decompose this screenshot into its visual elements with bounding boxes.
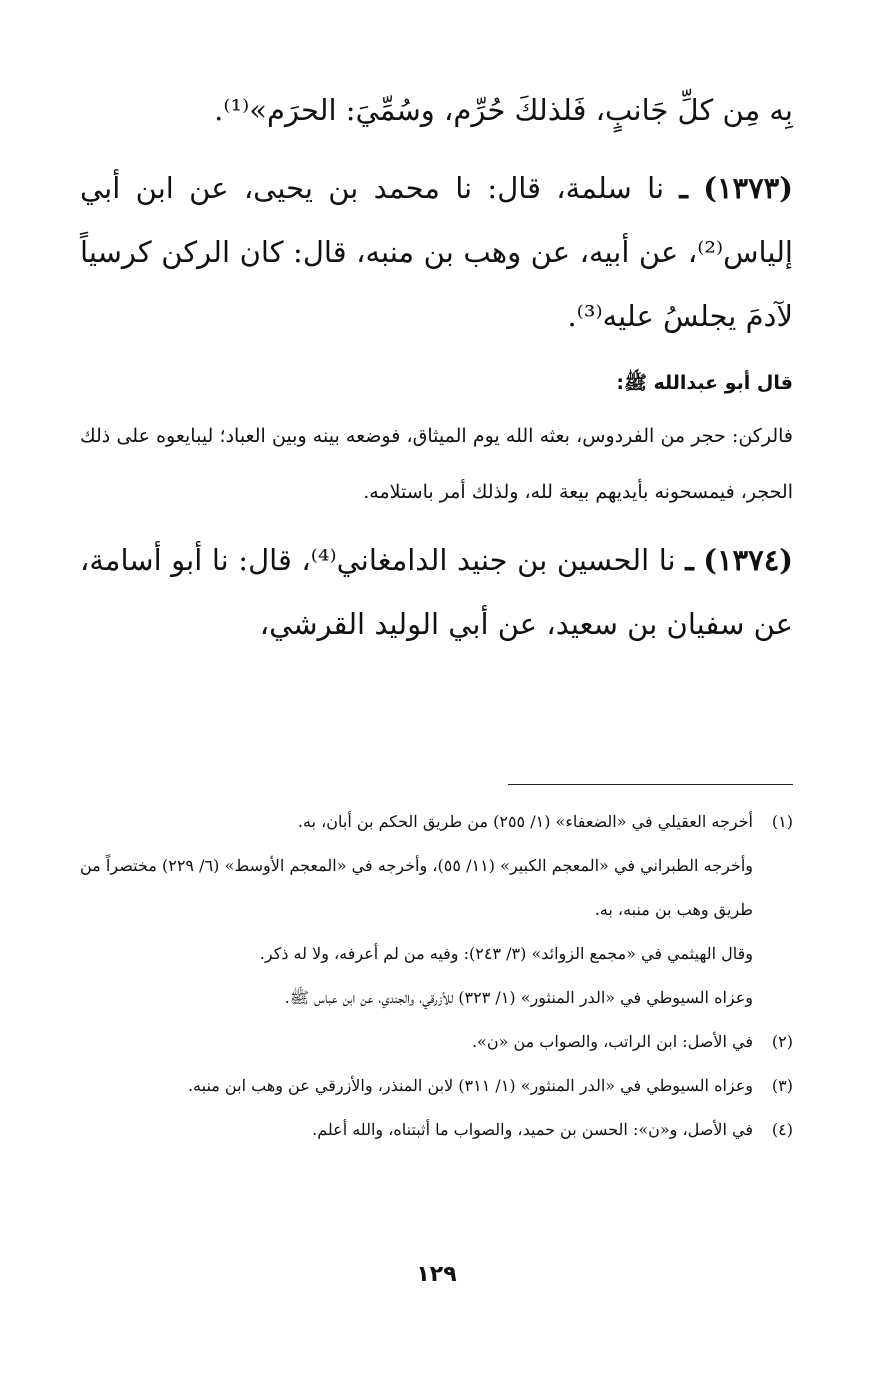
author-comment-heading: قال أبو عبدالله ﷺ: xyxy=(616,372,793,394)
main-text-block xyxy=(80,78,793,656)
footnote-line: أخرجه العقيلي في «الضعفاء» (١/ ٢٥٥) من طريق الحكم بن أبان، به. xyxy=(297,812,753,831)
footnote-4 xyxy=(80,1108,793,1152)
hadith-number: (١٣٧٤) xyxy=(703,543,794,577)
footnote-body xyxy=(80,1020,753,1064)
footnote-body xyxy=(80,800,753,1020)
footnote-line: وعزاه السيوطي في «الدر المنثور» (١/ ٣٢٣) للأزرقي، والجندي، عن ابن عباس ﷺ. xyxy=(284,988,753,1007)
footnote-3 xyxy=(80,1064,793,1108)
hadith-dash: ـ xyxy=(685,543,694,577)
footnote-separator xyxy=(508,784,793,785)
footnote-body xyxy=(80,1064,753,1108)
footnote-1 xyxy=(80,800,793,1020)
hadith-text: نا سلمة، قال: نا محمد بن يحيى، عن ابن أبي إلياس⁽²⁾، عن أبيه، عن وهب بن منبه، قال: كان الركن كرسياً لآدمَ يجلسُ عليه⁽³⁾. xyxy=(80,171,793,333)
footnote-2 xyxy=(80,1020,793,1064)
author-comment-body: فالركن: حجر من الفردوس، بعثه الله يوم الميثاق، فوضعه بينه وبين العباد؛ ليبايعوه على ذلك الحجر، فيمسحونه بأيديهم بيعة لله، ولذلك أمر باستلامه. xyxy=(80,425,793,503)
footnote-body xyxy=(80,1108,753,1152)
page-number: ١٢٩ xyxy=(416,1262,457,1287)
footnote-number: (٤) xyxy=(771,1120,793,1139)
footnote-number: (٢) xyxy=(771,1032,793,1051)
footnote-line: في الأصل، و«ن»: الحسن بن حميد، والصواب ما أثبتناه، والله أعلم. xyxy=(312,1120,753,1139)
footnote-line: وأخرجه الطبراني في «المعجم الكبير» (١١/ ٥٥)، وأخرجه في «المعجم الأوسط» (٦/ ٢٢٩) مختصراً من طريق وهب بن منبه، به. xyxy=(80,856,754,919)
continuation-paragraph: بِه مِن كلِّ جَانبٍ، فَلذلكَ حُرِّم، وسُمِّيَ: الحرَم»⁽¹⁾. xyxy=(214,93,793,127)
footnote-number: (١) xyxy=(771,812,793,831)
hadith-dash: ـ xyxy=(679,171,688,205)
footnote-line: في الأصل: ابن الراتب، والصواب من «ن». xyxy=(471,1032,753,1051)
hadith-text: نا الحسين بن جنيد الدامغاني⁽⁴⁾، قال: نا أبو أسامة، عن سفيان بن سعيد، عن أبي الوليد القرشي، xyxy=(80,543,793,641)
footnotes xyxy=(80,800,793,1152)
hadith-1373 xyxy=(80,156,793,348)
hadith-1374 xyxy=(80,528,793,656)
footnote-line: وعزاه السيوطي في «الدر المنثور» (١/ ٣١١) لابن المنذر، والأزرقي عن وهب ابن منبه. xyxy=(187,1076,753,1095)
hadith-number: (١٣٧٣) xyxy=(703,171,793,205)
footnote-number: (٣) xyxy=(771,1076,793,1095)
footnote-line: وقال الهيثمي في «مجمع الزوائد» (٣/ ٢٤٣): وفيه من لم أعرفه، ولا له ذكر. xyxy=(259,944,753,963)
